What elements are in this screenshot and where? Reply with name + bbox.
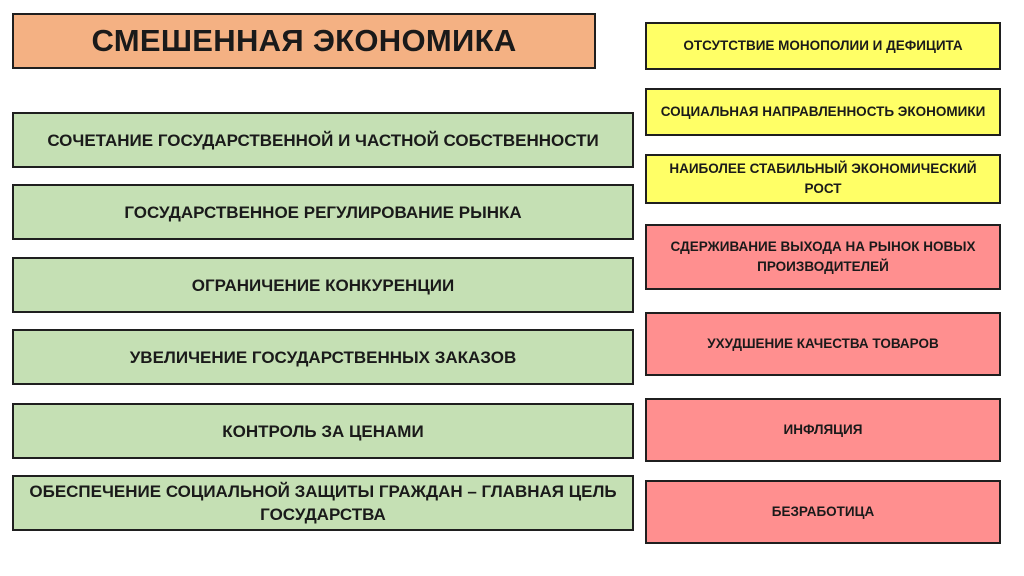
disadvantage-box-market-entry: СДЕРЖИВАНИЕ ВЫХОДА НА РЫНОК НОВЫХ ПРОИЗВОДИТЕЛЕЙ [645, 224, 1001, 290]
feature-box-social-protection: ОБЕСПЕЧЕНИЕ СОЦИАЛЬНОЙ ЗАЩИТЫ ГРАЖДАН – ГЛАВНАЯ ЦЕЛЬ ГОСУДАРСТВА [12, 475, 634, 531]
feature-box-market-regulation: ГОСУДАРСТВЕННОЕ РЕГУЛИРОВАНИЕ РЫНКА [12, 184, 634, 240]
disadvantage-box-unemployment: БЕЗРАБОТИЦА [645, 480, 1001, 544]
feature-box-mixed-ownership: СОЧЕТАНИЕ ГОСУДАРСТВЕННОЙ И ЧАСТНОЙ СОБСТВЕННОСТИ [12, 112, 634, 168]
disadvantage-box-inflation: ИНФЛЯЦИЯ [645, 398, 1001, 462]
feature-box-state-orders: УВЕЛИЧЕНИЕ ГОСУДАРСТВЕННЫХ ЗАКАЗОВ [12, 329, 634, 385]
feature-box-competition-limit: ОГРАНИЧЕНИЕ КОНКУРЕНЦИИ [12, 257, 634, 313]
advantage-box-social-orientation: СОЦИАЛЬНАЯ НАПРАВЛЕННОСТЬ ЭКОНОМИКИ [645, 88, 1001, 136]
disadvantage-box-quality-decline: УХУДШЕНИЕ КАЧЕСТВА ТОВАРОВ [645, 312, 1001, 376]
advantage-box-stable-growth: НАИБОЛЕЕ СТАБИЛЬНЫЙ ЭКОНОМИЧЕСКИЙ РОСТ [645, 154, 1001, 204]
page-title: СМЕШЕННАЯ ЭКОНОМИКА [12, 13, 596, 69]
feature-box-price-control: КОНТРОЛЬ ЗА ЦЕНАМИ [12, 403, 634, 459]
advantage-box-no-monopoly: ОТСУТСТВИЕ МОНОПОЛИИ И ДЕФИЦИТА [645, 22, 1001, 70]
